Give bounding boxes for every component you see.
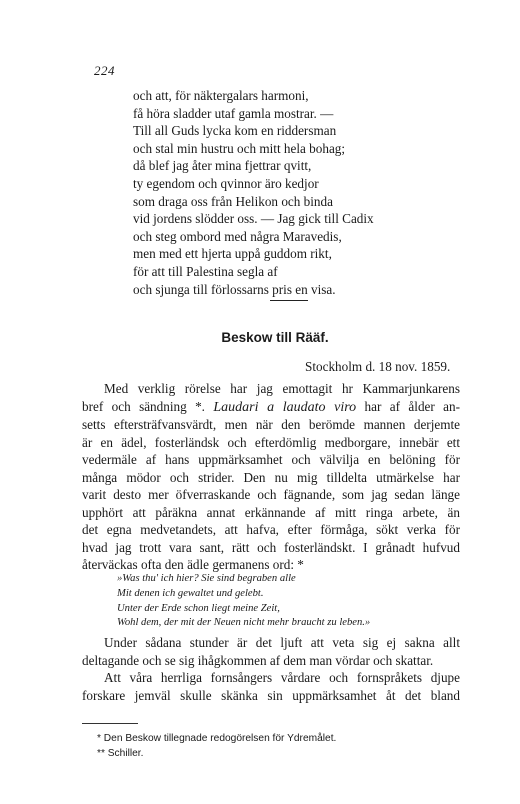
quote-line: Mit denen ich gewaltet und gelebt.	[117, 587, 264, 599]
page-number: 224	[94, 63, 115, 78]
poem-line: ty egendom och qvinnor äro kedjor	[133, 175, 319, 191]
poem-line: få höra sladder utaf gamla mostrar. —	[133, 105, 334, 121]
poem-line: och steg ombord med några Maravedis,	[133, 228, 342, 244]
footnote: * Den Beskow tillegnade redogörelsen för Ydremålet.	[97, 733, 337, 744]
text-fragment: har af ålder an-	[356, 398, 461, 414]
quote-line: Wohl dem, der mit der Neuen nicht mehr braucht zu leben.»	[117, 617, 371, 629]
quote-line: »Was thu' ich hier? Sie sind begraben alle	[117, 573, 296, 584]
schiller-quote	[117, 572, 437, 631]
footnotes	[97, 731, 336, 761]
text-line: varit desto mer öfverraskande och fägnande, som jag sedan länge	[82, 487, 460, 502]
footnote-rule	[82, 723, 138, 724]
poem-line: som draga oss från Helikon och binda	[133, 193, 333, 209]
letter-paragraph-1	[82, 380, 460, 574]
poem-line: och stal min hustru och mitt hela bohag;	[133, 140, 346, 156]
text-line: återväckas ofta den ädle germanens ord: *	[82, 557, 304, 572]
text-line: det egna medvetandets, att hafva, efter förmåga, sökt verka för	[82, 522, 460, 537]
text-line: Under sådana stunder är det ljuft att veta sig ej sakna allt	[104, 635, 460, 650]
text-line: många mödor och strider. Den nu mig tilldelta utmärkelse har	[82, 469, 460, 485]
footnote: ** Schiller.	[97, 748, 144, 759]
text-line: Med verklig rörelse har jag emottagit hr Kammarjunkarens	[104, 381, 460, 396]
poem-line: Till all Guds lycka kom en riddersman	[133, 123, 337, 139]
text-line: setts eftersträfvansvärdt, men när den berömde mannen derjemte	[82, 417, 460, 432]
text-line: Att våra herrliga fornsångers vårdare och fornspråkets djupe	[104, 670, 460, 685]
poem-stanza	[133, 87, 433, 298]
poem-line: för att till Palestina segla af	[133, 263, 278, 279]
text-line: forskare jemväl skulle skänka sin uppmärksamhet åt det bland	[82, 687, 460, 703]
poem-line: då blef jag åter mina fjettrar qvitt,	[133, 158, 312, 174]
text-line	[82, 398, 460, 417]
poem-line: men med ett hjerta uppå guddom rikt,	[133, 246, 332, 262]
text-line: hvad jag trott vara sant, rätt och fosterländskt. I grånadt hufvud	[82, 539, 460, 555]
text-fragment: bref och sändning *.	[82, 398, 214, 414]
latin-phrase: Laudari a laudato viro	[213, 399, 357, 415]
letter-paragraph-2	[82, 634, 460, 704]
letter-dateline: Stockholm d. 18 nov. 1859.	[305, 359, 451, 374]
text-line: deltagande och se sig ihågkommen af dem man vördar och skattar.	[82, 652, 434, 668]
quote-line: Unter der Erde schon liegt meine Zeit,	[117, 602, 280, 614]
letter-heading: Beskow till Rääf.	[221, 330, 329, 345]
poem-line: vid jordens slödder oss. — Jag gick till Cadix	[133, 211, 374, 227]
poem-line: och att, för näktergalars harmoni,	[133, 88, 309, 103]
text-line: är en ädel, fosterländsk och efterdömlig medborgare, innebär ett	[82, 434, 460, 450]
section-divider	[270, 300, 308, 301]
text-line: vedermäle af hans uppmärksamhet och välvilja en belöning för	[82, 452, 460, 467]
text-line: upphört att påräkna annat erkännande af mitt ringa arbete, än	[82, 504, 460, 520]
poem-line: och sjunga till förlossarns pris en visa.	[133, 281, 336, 297]
